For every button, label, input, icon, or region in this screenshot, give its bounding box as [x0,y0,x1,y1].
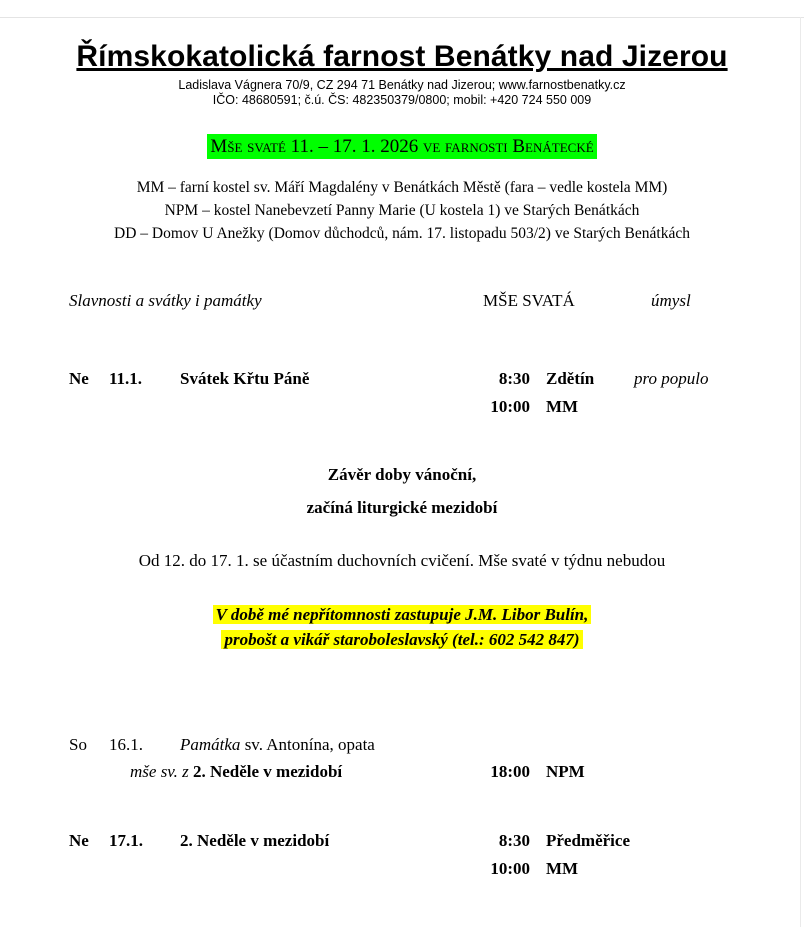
note-highlight-wrap [0,602,804,628]
entry-date: 16.1. [109,735,143,754]
parish-title: Římskokatolická farnost Benátky nad Jizerou [76,40,728,73]
note-highlight-wrap [0,627,804,653]
mass-time: 18:00 [490,762,530,781]
feast-kind: Památka [180,735,241,754]
entry-day: Ne [69,831,89,850]
mass-place: MM [546,859,579,878]
column-mass: MŠE SVATÁ [483,291,575,310]
entry-feast: 2. Neděle v mezidobí [180,831,330,850]
mass-time: 8:30 [498,369,530,388]
entry-date: 11.1. [109,369,143,388]
parish-ids: IČO: 48680591; č.ú. ČS: 482350379/0800; mobil: +420 724 550 009 [212,93,592,107]
mass-place: MM [546,397,579,416]
entry-day: Ne [69,369,89,388]
note-bold-line: začíná liturgické mezidobí [306,498,498,517]
note-highlight-line: V době mé nepřítomnosti zastupuje J.M. Libor Bulín, [213,605,592,624]
entry-subline [130,762,342,782]
column-intention: úmysl [651,291,691,310]
subline-prefix: mše sv. z [130,762,189,781]
subline-feast: 2. Neděle v mezidobí [192,762,343,781]
entry-feast [180,735,375,755]
note-plain: Od 12. do 17. 1. se účastním duchovních cvičení. Mše svaté v týdnu nebudou [138,551,666,570]
parish-address: Ladislava Vágnera 70/9, CZ 294 71 Benátky nad Jizerou; www.farnostbenatky.cz [178,78,626,92]
note-highlight-line: probošt a vikář staroboleslavský (tel.: 602 542 847) [221,630,582,649]
masses-title-wrap [0,136,804,158]
entry-date: 17.1. [109,831,143,850]
mass-place: Zdětín [546,369,595,388]
feast-rest: sv. Antonína, opata [244,735,375,754]
column-feasts: Slavnosti a svátky i památky [69,291,262,310]
mass-time: 8:30 [498,831,530,850]
mass-time: 10:00 [490,397,530,416]
legend-dd: DD – Domov U Anežky (Domov důchodců, nám. 17. listopadu 503/2) ve Starých Benátkách [114,225,690,242]
entry-day: So [69,735,87,754]
legend-npm: NPM – kostel Nanebevzetí Panny Marie (U kostela 1) ve Starých Benátkách [164,202,640,219]
masses-title: Mše svaté 11. – 17. 1. 2026 ve farnosti Benátecké [207,134,596,159]
mass-intention: pro populo [634,369,709,388]
note-bold-line: Závěr doby vánoční, [327,465,477,484]
mass-place: Předměřice [546,831,630,850]
legend-mm: MM – farní kostel sv. Máří Magdalény v Benátkách Městě (fara – vedle kostela MM) [136,179,668,196]
mass-time: 10:00 [490,859,530,878]
mass-place: NPM [546,762,585,781]
entry-feast: Svátek Křtu Páně [180,369,310,388]
top-border [0,17,804,18]
